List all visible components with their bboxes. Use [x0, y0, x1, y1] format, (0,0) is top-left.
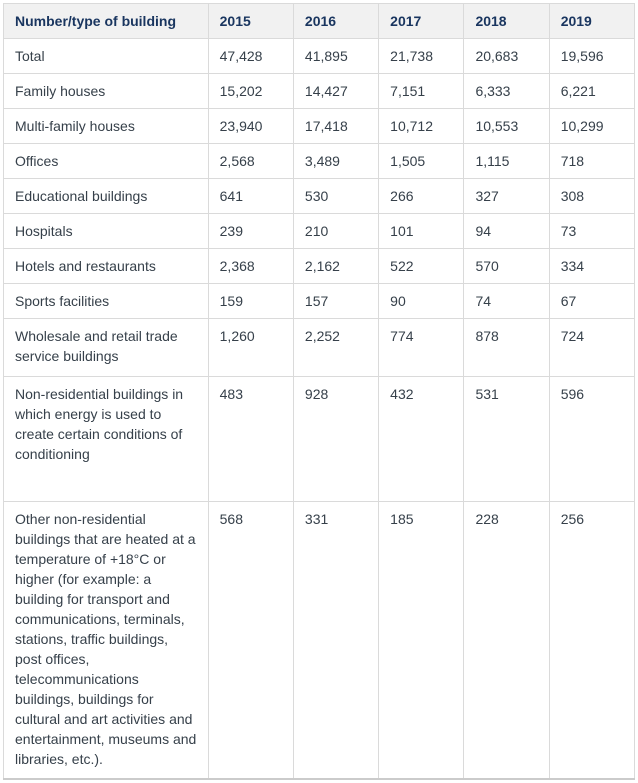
- value-cell: 596: [549, 377, 634, 502]
- value-cell: 90: [379, 284, 464, 319]
- value-cell: 67: [549, 284, 634, 319]
- value-cell: 101: [379, 214, 464, 249]
- year-column-header: 2015: [208, 4, 293, 39]
- row-label: Other non-residential buildings that are heated at a temperature of +18°C or higher (for example: a building for transport and communications, terminals, stations, traffic buildings, post offices, telecommunications buildings, buildings for cultural and art activities and entertainment, museums and libraries, etc.).: [4, 502, 209, 779]
- table-row: [4, 284, 635, 319]
- value-cell: 20,683: [464, 39, 549, 74]
- row-label: Wholesale and retail trade service buildings: [4, 319, 209, 377]
- value-cell: 228: [464, 502, 549, 779]
- value-cell: 239: [208, 214, 293, 249]
- year-column-header: 2018: [464, 4, 549, 39]
- row-label: Sports facilities: [4, 284, 209, 319]
- row-label: Hotels and restaurants: [4, 249, 209, 284]
- value-cell: 483: [208, 377, 293, 502]
- value-cell: 256: [549, 502, 634, 779]
- row-label: Offices: [4, 144, 209, 179]
- table-row: [4, 144, 635, 179]
- value-cell: 1,115: [464, 144, 549, 179]
- value-cell: 210: [293, 214, 378, 249]
- row-label: Hospitals: [4, 214, 209, 249]
- value-cell: 531: [464, 377, 549, 502]
- value-cell: 724: [549, 319, 634, 377]
- row-header-column-label: Number/type of building: [4, 4, 209, 39]
- header-row: [4, 4, 635, 39]
- value-cell: 718: [549, 144, 634, 179]
- value-cell: 14,427: [293, 74, 378, 109]
- value-cell: 10,553: [464, 109, 549, 144]
- value-cell: 47,428: [208, 39, 293, 74]
- table-row: [4, 249, 635, 284]
- table-row: [4, 109, 635, 144]
- value-cell: 530: [293, 179, 378, 214]
- row-label: Multi-family houses: [4, 109, 209, 144]
- value-cell: 74: [464, 284, 549, 319]
- value-cell: 331: [293, 502, 378, 779]
- value-cell: 10,299: [549, 109, 634, 144]
- table-row: [4, 319, 635, 377]
- value-cell: 6,221: [549, 74, 634, 109]
- value-cell: 19,596: [549, 39, 634, 74]
- value-cell: 1,505: [379, 144, 464, 179]
- value-cell: 928: [293, 377, 378, 502]
- table-row: [4, 377, 635, 502]
- value-cell: 878: [464, 319, 549, 377]
- table-header: [4, 4, 635, 39]
- value-cell: 23,940: [208, 109, 293, 144]
- value-cell: 10,712: [379, 109, 464, 144]
- value-cell: 2,162: [293, 249, 378, 284]
- building-statistics-table: [3, 3, 635, 780]
- value-cell: 2,568: [208, 144, 293, 179]
- table-row: [4, 502, 635, 779]
- value-cell: 522: [379, 249, 464, 284]
- value-cell: 2,368: [208, 249, 293, 284]
- value-cell: 641: [208, 179, 293, 214]
- value-cell: 185: [379, 502, 464, 779]
- year-column-header: 2016: [293, 4, 378, 39]
- row-label: Total: [4, 39, 209, 74]
- value-cell: 570: [464, 249, 549, 284]
- value-cell: 3,489: [293, 144, 378, 179]
- year-column-header: 2019: [549, 4, 634, 39]
- value-cell: 159: [208, 284, 293, 319]
- value-cell: 94: [464, 214, 549, 249]
- value-cell: 2,252: [293, 319, 378, 377]
- value-cell: 1,260: [208, 319, 293, 377]
- table-row: [4, 74, 635, 109]
- value-cell: 15,202: [208, 74, 293, 109]
- value-cell: 7,151: [379, 74, 464, 109]
- value-cell: 568: [208, 502, 293, 779]
- row-label: Family houses: [4, 74, 209, 109]
- table-row: [4, 179, 635, 214]
- row-label: Non-residential buildings in which energy is used to create certain conditions of conditioning: [4, 377, 209, 502]
- value-cell: 17,418: [293, 109, 378, 144]
- value-cell: 21,738: [379, 39, 464, 74]
- value-cell: 432: [379, 377, 464, 502]
- table-body: [4, 39, 635, 779]
- value-cell: 157: [293, 284, 378, 319]
- value-cell: 266: [379, 179, 464, 214]
- value-cell: 73: [549, 214, 634, 249]
- value-cell: 327: [464, 179, 549, 214]
- table-row: [4, 214, 635, 249]
- value-cell: 6,333: [464, 74, 549, 109]
- value-cell: 308: [549, 179, 634, 214]
- value-cell: 41,895: [293, 39, 378, 74]
- value-cell: 334: [549, 249, 634, 284]
- table-row: [4, 39, 635, 74]
- year-column-header: 2017: [379, 4, 464, 39]
- value-cell: 774: [379, 319, 464, 377]
- row-label: Educational buildings: [4, 179, 209, 214]
